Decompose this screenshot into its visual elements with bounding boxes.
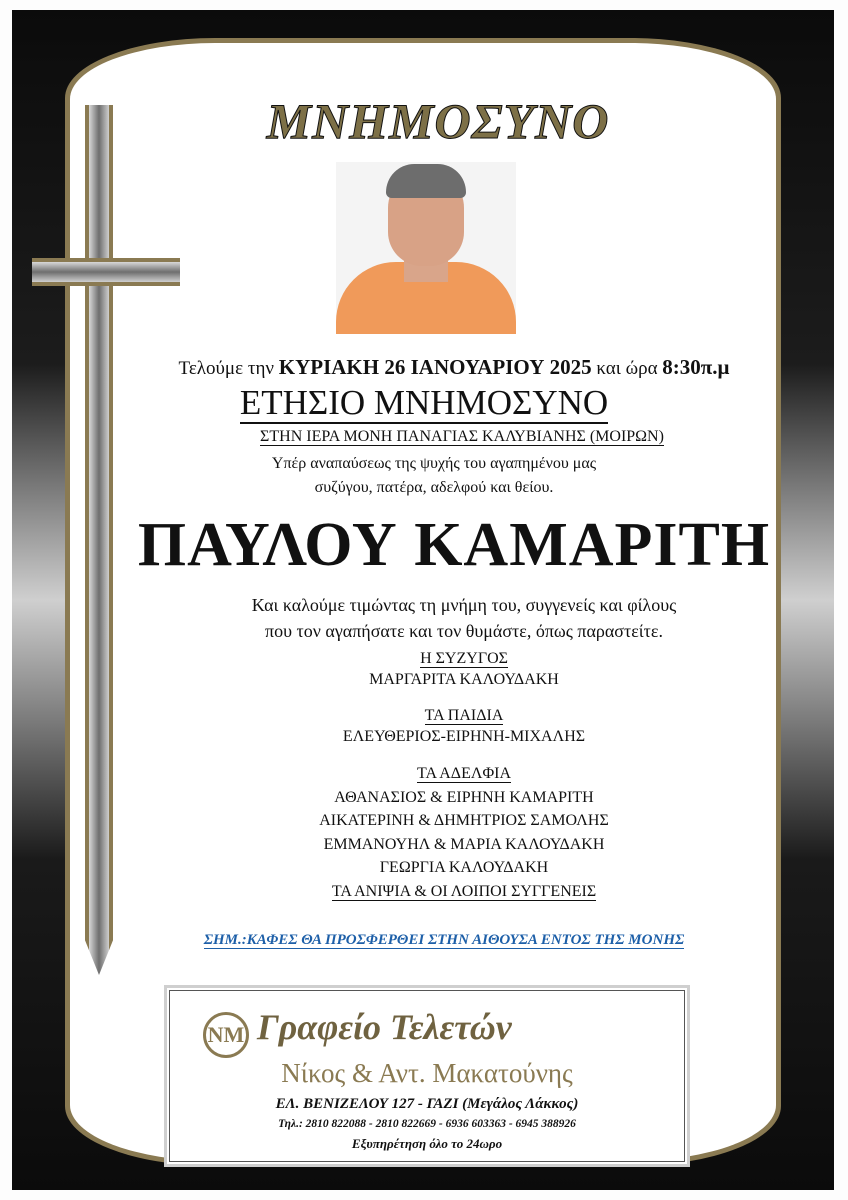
- children-heading: ΤΑ ΠΑΙΔΙΑ: [424, 707, 504, 724]
- sibling-line: ΓΕΩΡΓΙΑ ΚΑΛΟΥΔΑΚΗ: [379, 859, 549, 876]
- sibling-line: ΑΙΚΑΤΕΡΙΝΗ & ΔΗΜΗΤΡΙΟΣ ΣΑΜΟΛΗΣ: [319, 812, 609, 829]
- office-title: Γραφείο Τελετών: [257, 1007, 512, 1047]
- coffee-note: [20, 932, 848, 949]
- event-purpose: [10, 452, 848, 500]
- children-names: ΕΛΕΥΘΕΡΙΟΣ-ΕΙΡΗΝΗ-ΜΙΧΑΛΗΣ: [342, 728, 586, 745]
- event-time: 8:30π.μ: [662, 355, 730, 379]
- siblings-section: [40, 762, 848, 903]
- office-owners: Νίκος & Αντ. Μακατούνης: [281, 1058, 573, 1088]
- invitation: [40, 592, 848, 644]
- sibling-line: ΑΘΑΝΑΣΙΟΣ & ΕΙΡΗΝΗ ΚΑΜΑΡΙΤΗ: [334, 788, 594, 806]
- page-title: ΜΝΗΜΟΣΥΝΟ: [266, 93, 610, 149]
- deceased-name: ΠΑΥΛΟΥ ΚΑΜΑΡΙΤΗ: [137, 511, 771, 579]
- portrait-photo: [336, 162, 516, 334]
- children-section: [40, 707, 848, 746]
- office-phones: Τηλ.: 2810 822088 - 2810 822669 - 6936 603363 - 6945 388926: [278, 1118, 576, 1130]
- coffee-note-text: ΣΗΜ.:ΚΑΦΕΣ ΘΑ ΠΡΟΣΦΕΡΘΕΙ ΣΤΗΝ ΑΙΘΟΥΣΑ ΕΝΤΟΣ ΤΗΣ ΜΟΝΗΣ: [203, 932, 685, 948]
- portrait-hair: [386, 164, 466, 198]
- funeral-office-box: [164, 985, 690, 1167]
- invitation-line-1: Και καλούμε τιμώντας τη μνήμη του, συγγενείς και φίλους: [251, 595, 677, 615]
- event-time-prefix: και ώρα: [596, 358, 658, 379]
- event-type-text: ΕΤΗΣΙΟ ΜΝΗΜΟΣΥΝΟ: [239, 383, 609, 422]
- event-type: [0, 383, 848, 423]
- spouse-name: ΜΑΡΓΑΡΙΤΑ ΚΑΛΟΥΔΑΚΗ: [369, 671, 559, 688]
- event-date: ΚΥΡΙΑΚΗ 26 ΙΑΝΟΥΑΡΙΟΥ 2025: [278, 355, 592, 379]
- event-date-line: [30, 355, 848, 380]
- purpose-line-2: συζύγου, πατέρα, αδελφού και θείου.: [314, 479, 554, 496]
- event-intro: Τελούμε την: [178, 358, 275, 379]
- office-logo-icon: ΝΜ: [203, 1012, 249, 1058]
- purpose-line-1: Υπέρ αναπαύσεως της ψυχής του αγαπημένου μας: [271, 455, 597, 472]
- spouse-section: [40, 650, 848, 689]
- office-hours: Εξυπηρέτηση όλο το 24ωρο: [351, 1136, 503, 1151]
- cross-bar: [32, 258, 180, 286]
- other-relatives: ΤΑ ΑΝΙΨΙΑ & ΟΙ ΛΟΙΠΟΙ ΣΥΓΓΕΝΕΙΣ: [331, 882, 597, 900]
- invitation-line-2: που τον αγαπήσατε και τον θυμάστε, όπως παραστείτε.: [265, 621, 663, 641]
- sibling-line: ΕΜΜΑΝΟΥΗΛ & ΜΑΡΙΑ ΚΑΛΟΥΔΑΚΗ: [323, 835, 605, 853]
- spouse-heading: Η ΣΥΖΥΓΟΣ: [420, 650, 508, 667]
- siblings-heading: ΤΑ ΑΔΕΛΦΙΑ: [416, 765, 512, 782]
- event-location: [38, 428, 848, 446]
- office-address: ΕΛ. ΒΕΝΙΖΕΛΟΥ 127 - ΓΑΖΙ (Μεγάλος Λάκκος): [275, 1096, 579, 1112]
- event-location-text: ΣΤΗΝ ΙΕΡΑ ΜΟΝΗ ΠΑΝΑΓΙΑΣ ΚΑΛΥΒΙΑΝΗΣ (ΜΟΙΡΩΝ): [260, 428, 664, 445]
